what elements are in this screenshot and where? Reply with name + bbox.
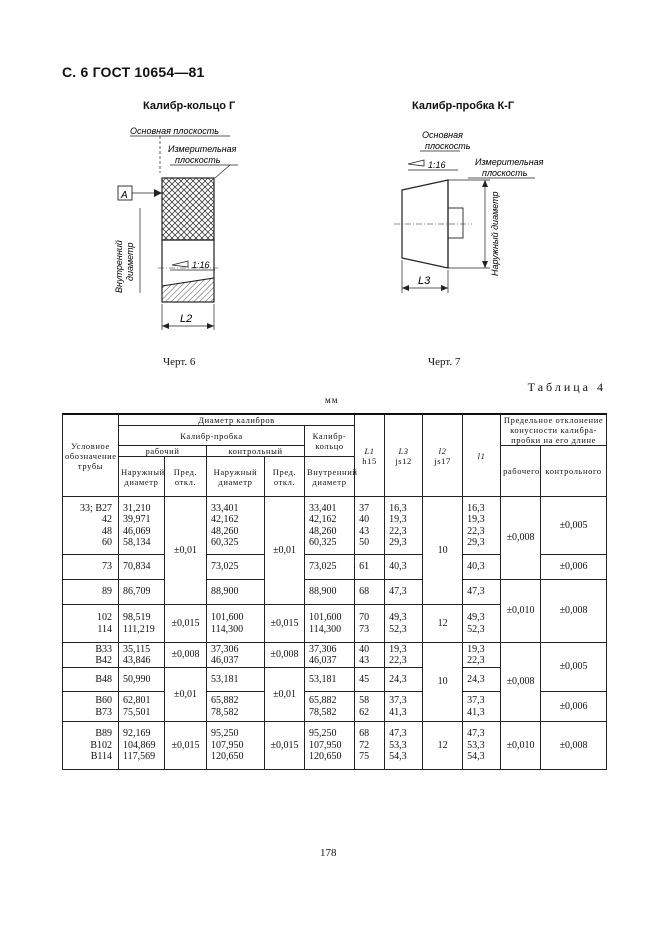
table-cell-value: ±0,008 — [559, 605, 588, 617]
table-cell-value: 120,650 — [211, 751, 244, 763]
dev-c-cell — [541, 692, 607, 722]
table-cell-value: 46,069 — [123, 525, 151, 537]
table-cell-value: 92,169 — [123, 728, 151, 740]
L1-cell — [355, 643, 385, 668]
l1-cell — [463, 580, 501, 605]
fig6-taper-label: 1:16 — [192, 260, 210, 270]
pipe-cell — [63, 668, 119, 692]
table-cell-value: ±0,01 — [174, 544, 197, 556]
table-cell-value: ±0,008 — [171, 649, 200, 661]
th-taper-dev: Предельное отклонение конусности калибра-пробки на его длине — [501, 414, 607, 446]
table-cell-value: 78,582 — [309, 706, 337, 718]
table-cell-value: 73 — [102, 561, 112, 573]
th-L1: L1 h15 — [355, 414, 385, 497]
table-cell-value: 39,971 — [123, 514, 151, 525]
table-row — [63, 497, 607, 555]
ring-cell — [305, 643, 355, 668]
L1-cell — [355, 605, 385, 643]
table-cell-value: 73,025 — [309, 561, 337, 573]
w-dia-cell — [119, 643, 165, 668]
table-cell-value: 19,3 — [467, 643, 485, 655]
pipe-cell — [63, 497, 119, 555]
table-cell-value: 101,600 — [211, 612, 244, 623]
table-cell-value: 52,3 — [467, 623, 485, 635]
L3-cell — [385, 722, 423, 770]
table-cell-value: 48 — [102, 525, 112, 537]
th-w-outer-dia: Наружный диаметр — [119, 457, 165, 497]
table-cell-value: 47,3 — [467, 728, 485, 740]
table-cell-value: 45 — [359, 673, 370, 685]
table-cell-value: B48 — [95, 673, 112, 685]
table-row — [63, 580, 607, 605]
fig7-meas-plane-label-2: плоскость — [482, 168, 528, 178]
table-cell-value: 50,990 — [123, 673, 151, 685]
table-cell-value: ±0,008 — [270, 649, 299, 661]
table-cell-value: 10 — [437, 544, 448, 556]
table-cell-value: 24,3 — [467, 673, 485, 685]
table-cell-value: 42,162 — [211, 514, 239, 525]
table-cell-value: 68 — [359, 728, 370, 740]
w-dia-cell — [119, 668, 165, 692]
table-cell-value: 78,582 — [211, 706, 239, 718]
table-cell-value: 40,3 — [467, 561, 485, 573]
c-dia-cell — [207, 605, 265, 643]
th-c-limit-dev: Пред. откл. — [265, 457, 305, 497]
table-cell-value: B89 — [95, 728, 112, 740]
table-cell-value: 53,3 — [467, 739, 485, 751]
table-cell-value: 41,3 — [389, 706, 407, 718]
table-cell-value: ±0,005 — [559, 661, 588, 673]
L1-cell — [355, 580, 385, 605]
table-cell-value: 107,950 — [309, 739, 342, 751]
table-cell-value: 10 — [437, 676, 448, 688]
fig6-inner-dia-label-2: диаметр — [125, 242, 135, 281]
fig6-meas-plane-label-1: Измерительная — [168, 144, 237, 154]
table-cell-value: 60,325 — [309, 537, 337, 548]
table-cell-value: 89 — [102, 586, 112, 598]
l2-cell — [423, 722, 463, 770]
w-dia-cell — [119, 692, 165, 722]
table-cell-value: 37,3 — [389, 695, 407, 706]
c-dia-cell — [207, 555, 265, 580]
table-cell-value: 37,306 — [211, 643, 239, 655]
w-dia-cell — [119, 555, 165, 580]
table-cell-value: 58,134 — [123, 537, 151, 548]
c-dia-cell — [207, 692, 265, 722]
table-cell-value: 88,900 — [309, 586, 337, 598]
dev-c-cell — [541, 643, 607, 692]
table-cell-value: 60,325 — [211, 537, 239, 548]
table-cell-value: ±0,015 — [270, 739, 299, 751]
fig6-ref-label: A — [121, 190, 128, 201]
table-cell-value: 49,3 — [389, 612, 407, 623]
table-cell-value: ±0,008 — [506, 532, 535, 544]
table-cell-value: 40 — [359, 514, 370, 525]
table-row — [63, 643, 607, 668]
fig7-outer-dia-label: Наружный диаметр — [490, 191, 500, 276]
L3-cell — [385, 692, 423, 722]
c-dia-cell — [207, 580, 265, 605]
table-cell-value: 29,3 — [389, 537, 407, 548]
table-body — [63, 497, 607, 770]
table-cell-value: B73 — [95, 706, 112, 718]
th-dev-control: контрольного — [541, 446, 607, 497]
table-cell-value: ±0,010 — [506, 605, 535, 617]
l2-cell — [423, 497, 463, 605]
table-cell-value: 52,3 — [389, 623, 407, 635]
table-cell-value: 47,3 — [389, 728, 407, 740]
table-cell-value: 37,306 — [309, 643, 337, 655]
table-cell-value: 37,3 — [467, 695, 485, 706]
table-cell-value: 73 — [359, 623, 370, 635]
table-cell-value: 53,181 — [211, 673, 239, 685]
table-cell-value: 40 — [359, 643, 370, 655]
table-cell-value: 41,3 — [467, 706, 485, 718]
page-header: С. 6 ГОСТ 10654—81 — [62, 64, 205, 80]
ring-cell — [305, 668, 355, 692]
table-cell-value: 16,3 — [467, 502, 485, 514]
table-cell-value: 95,250 — [309, 728, 337, 740]
table-cell-value: B33 — [95, 643, 112, 655]
th-L3: L3 js12 — [385, 414, 423, 497]
l1-cell — [463, 497, 501, 555]
c-dia-cell — [207, 722, 265, 770]
table-cell-value: 60 — [102, 537, 112, 548]
table-cell-value: 22,3 — [389, 655, 407, 666]
fig7-base-plane-label-2: плоскость — [425, 141, 471, 151]
table-cell-value: 70 — [359, 612, 370, 623]
plug-gauge-drawing — [390, 128, 550, 303]
L1-cell — [355, 555, 385, 580]
L3-cell — [385, 580, 423, 605]
table-cell-value: 72 — [359, 739, 370, 751]
c-dia-cell — [207, 643, 265, 668]
table-cell-value: 62 — [359, 706, 370, 718]
table-cell-value: 37 — [359, 502, 370, 514]
th-l2: l2 js17 — [423, 414, 463, 497]
table-cell-value: 31,210 — [123, 502, 151, 514]
dev-c-cell — [541, 497, 607, 555]
table-cell-value: ±0,008 — [506, 676, 535, 688]
table-cell-value: 98,519 — [123, 612, 151, 623]
table-cell-value: 33,401 — [211, 502, 239, 514]
table-cell-value: B42 — [95, 655, 112, 666]
th-l1: l1 — [463, 414, 501, 497]
table-cell-value: ±0,008 — [559, 739, 588, 751]
table-cell-value: B60 — [95, 695, 112, 706]
fig6-base-plane-label: Основная плоскость — [130, 126, 219, 136]
table-cell-value: 95,250 — [211, 728, 239, 740]
table-cell-value: 88,900 — [211, 586, 239, 598]
dev-c-cell — [541, 722, 607, 770]
L1-cell — [355, 668, 385, 692]
table-cell-value: ±0,015 — [171, 739, 200, 751]
table-cell-value: 75 — [359, 751, 370, 763]
l1-cell — [463, 722, 501, 770]
fig7-title: Калибр-пробка К-Г — [412, 100, 515, 112]
gauge-table — [62, 413, 607, 770]
c-dev-cell — [265, 497, 305, 605]
pipe-cell — [63, 722, 119, 770]
table-cell-value: 86,709 — [123, 586, 151, 598]
pipe-cell — [63, 580, 119, 605]
l1-cell — [463, 605, 501, 643]
th-ring: Калибр-кольцо — [305, 426, 355, 457]
c-dia-cell — [207, 497, 265, 555]
th-inner-dia: Внутренний диаметр — [305, 457, 355, 497]
fig7-caption: Черт. 7 — [428, 356, 461, 368]
table-cell-value: 61 — [359, 561, 370, 573]
table-cell-value: 54,3 — [389, 751, 407, 763]
ring-cell — [305, 692, 355, 722]
table-cell-value: 43,846 — [123, 655, 151, 666]
table-cell-value: 102 — [97, 612, 112, 623]
table-cell-value: ±0,006 — [559, 561, 588, 573]
c-dev-cell — [265, 668, 305, 722]
w-dev-cell — [165, 668, 207, 722]
table-cell-value: 29,3 — [467, 537, 485, 548]
fig6-caption: Черт. 6 — [163, 356, 196, 368]
ring-cell — [305, 555, 355, 580]
w-dev-cell — [165, 605, 207, 643]
table-label: Таблица 4 — [527, 380, 606, 394]
table-cell-value: 58 — [359, 695, 370, 706]
table-cell-value: B114 — [90, 751, 112, 763]
w-dev-cell — [165, 722, 207, 770]
table-cell-value: 43 — [359, 655, 370, 666]
th-working: рабочий — [119, 446, 207, 457]
table-cell-value: 114,300 — [309, 623, 342, 635]
fig7-length-label: L3 — [418, 275, 431, 287]
table-cell-value: 65,882 — [309, 695, 337, 706]
pipe-cell — [63, 555, 119, 580]
l1-cell — [463, 555, 501, 580]
fig6-inner-dia-label-1: Внутренний — [114, 240, 124, 293]
th-w-limit-dev: Пред. откл. — [165, 457, 207, 497]
table-cell-value: 12 — [437, 617, 448, 629]
ring-gauge-drawing — [100, 118, 270, 338]
table-cell-value: 22,3 — [467, 655, 485, 666]
table-cell-value: 70,834 — [123, 561, 151, 573]
th-gauge-dia: Диаметр калибров — [119, 414, 355, 426]
ring-cell — [305, 497, 355, 555]
table-cell-value: 107,950 — [211, 739, 244, 751]
fig6-title: Калибр-кольцо Г — [143, 100, 236, 112]
l2-cell — [423, 605, 463, 643]
table-cell-value: 12 — [437, 739, 448, 751]
table-cell-value: 114,300 — [211, 623, 244, 635]
table-cell-value: 50 — [359, 537, 370, 548]
L1-cell — [355, 692, 385, 722]
w-dia-cell — [119, 497, 165, 555]
th-c-outer-dia: Наружный диаметр — [207, 457, 265, 497]
table-cell-value: 47,3 — [467, 586, 485, 598]
table-cell-value: 19,3 — [389, 514, 407, 525]
th-plug: Калибр-пробка — [119, 426, 305, 446]
table-row — [63, 722, 607, 770]
w-dia-cell — [119, 722, 165, 770]
units-label: мм — [325, 395, 339, 405]
pipe-cell — [63, 692, 119, 722]
L3-cell — [385, 668, 423, 692]
table-cell-value: 42 — [102, 514, 112, 525]
table-cell-value: 49,3 — [467, 612, 485, 623]
table-cell-value: 54,3 — [467, 751, 485, 763]
table-cell-value: 16,3 — [389, 502, 407, 514]
table-cell-value: 35,115 — [123, 643, 151, 655]
table-cell-value: ±0,015 — [171, 617, 200, 629]
table-cell-value: 53,181 — [309, 673, 337, 685]
table-cell-value: 33; B27 — [80, 502, 112, 514]
table-cell-value: 22,3 — [389, 525, 407, 537]
l1-cell — [463, 692, 501, 722]
fig6-meas-plane-label-2: плоскость — [175, 155, 221, 165]
table-cell-value: 43 — [359, 525, 370, 537]
table-cell-value: 62,801 — [123, 695, 151, 706]
L3-cell — [385, 497, 423, 555]
table-cell-value: 42,162 — [309, 514, 337, 525]
L3-cell — [385, 643, 423, 668]
table-cell-value: 120,650 — [309, 751, 342, 763]
table-cell-value: 48,260 — [211, 525, 239, 537]
table-cell-value: ±0,01 — [273, 544, 296, 556]
table-cell-value: 104,869 — [123, 739, 156, 751]
table-cell-value: 101,600 — [309, 612, 342, 623]
c-dev-cell — [265, 605, 305, 643]
table-cell-value: 46,037 — [309, 655, 337, 666]
page-number: 178 — [320, 847, 337, 859]
dev-c-cell — [541, 555, 607, 580]
L3-cell — [385, 555, 423, 580]
ring-cell — [305, 722, 355, 770]
fig7-taper-label: 1:16 — [428, 160, 446, 170]
l1-cell — [463, 668, 501, 692]
w-dia-cell — [119, 605, 165, 643]
table-cell-value: ±0,006 — [559, 700, 588, 712]
table-cell-value: ±0,015 — [270, 617, 299, 629]
w-dev-cell — [165, 497, 207, 605]
th-dev-working: рабочего — [501, 446, 541, 497]
dev-c-cell — [541, 580, 607, 643]
dev-w-cell — [501, 497, 541, 580]
dev-w-cell — [501, 580, 541, 643]
table-cell-value: 33,401 — [309, 502, 337, 514]
L1-cell — [355, 722, 385, 770]
l2-cell — [423, 643, 463, 722]
table-cell-value: 47,3 — [389, 586, 407, 598]
pipe-cell — [63, 643, 119, 668]
L3-cell — [385, 605, 423, 643]
table-cell-value: 117,569 — [123, 751, 156, 763]
c-dev-cell — [265, 722, 305, 770]
table-cell-value: 65,882 — [211, 695, 239, 706]
table-cell-value: 68 — [359, 586, 370, 598]
table-cell-value: 46,037 — [211, 655, 239, 666]
table-cell-value: 75,501 — [123, 706, 151, 718]
c-dev-cell — [265, 643, 305, 668]
dev-w-cell — [501, 722, 541, 770]
dev-w-cell — [501, 643, 541, 722]
table-cell-value: 73,025 — [211, 561, 239, 573]
w-dia-cell — [119, 580, 165, 605]
table-cell-value: B102 — [90, 739, 112, 751]
th-control: контрольный — [207, 446, 305, 457]
w-dev-cell — [165, 643, 207, 668]
table-cell-value: ±0,01 — [273, 688, 296, 700]
table-cell-value: 111,219 — [123, 623, 155, 635]
fig7-base-plane-label-1: Основная — [422, 130, 463, 140]
pipe-cell — [63, 605, 119, 643]
L1-cell — [355, 497, 385, 555]
th-pipe: Условное обозначение трубы — [63, 414, 119, 497]
table-cell-value: 19,3 — [389, 643, 407, 655]
l1-cell — [463, 643, 501, 668]
c-dia-cell — [207, 668, 265, 692]
table-cell-value: 48,260 — [309, 525, 337, 537]
table-cell-value: 53,3 — [389, 739, 407, 751]
table-cell-value: ±0,010 — [506, 739, 535, 751]
table-cell-value: 114 — [97, 623, 112, 635]
ring-cell — [305, 580, 355, 605]
table-cell-value: ±0,01 — [174, 688, 197, 700]
table-cell-value: 22,3 — [467, 525, 485, 537]
fig7-meas-plane-label-1: Измерительная — [475, 157, 544, 167]
table-cell-value: ±0,005 — [559, 519, 588, 531]
table-cell-value: 24,3 — [389, 673, 407, 685]
table-cell-value: 40,3 — [389, 561, 407, 573]
table-cell-value: 19,3 — [467, 514, 485, 525]
ring-cell — [305, 605, 355, 643]
fig6-length-label: L2 — [180, 313, 193, 325]
